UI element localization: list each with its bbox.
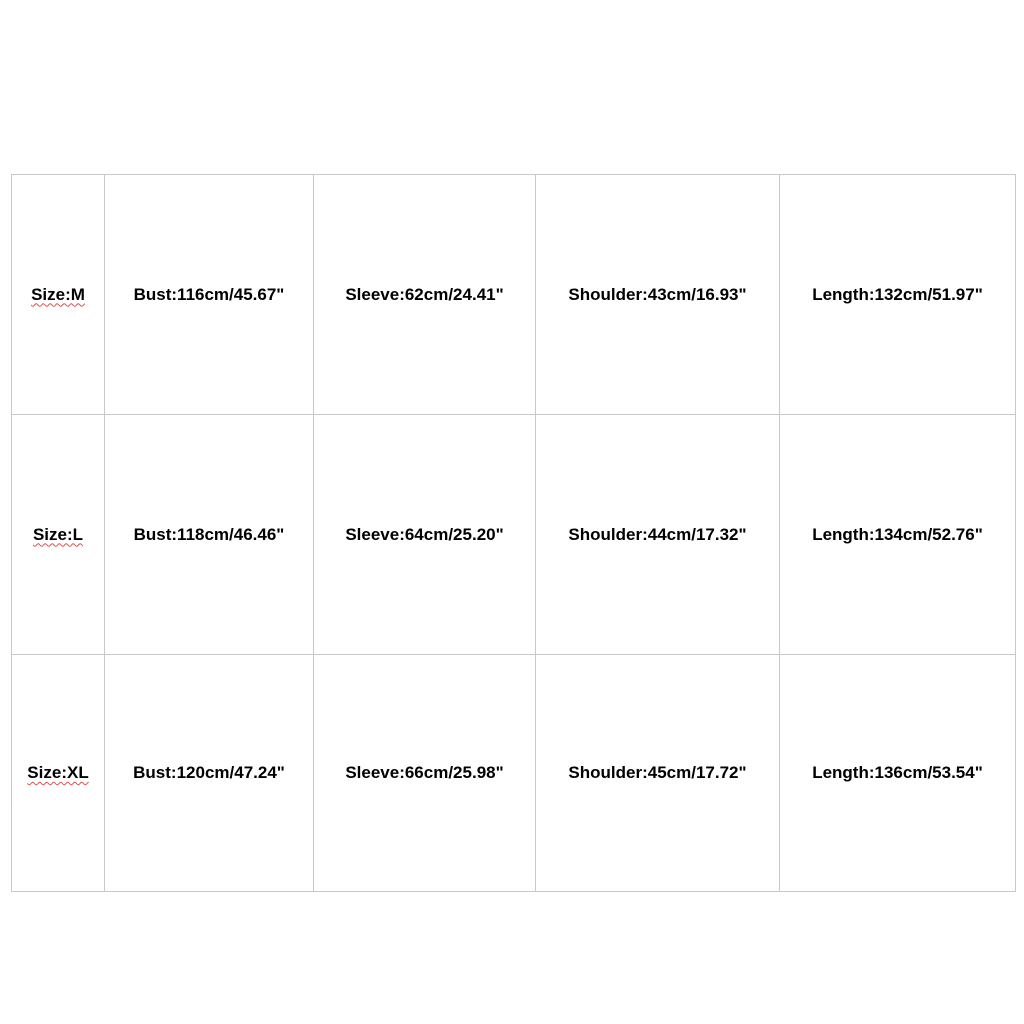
shoulder-cell xyxy=(536,175,780,415)
shoulder-value: Shoulder:44cm/17.32" xyxy=(568,524,747,544)
sleeve-value: Sleeve:62cm/24.41" xyxy=(345,284,504,304)
size-chart-table xyxy=(11,174,1016,892)
shoulder-cell xyxy=(536,655,780,892)
length-value: Length:134cm/52.76" xyxy=(812,524,983,544)
length-cell xyxy=(780,655,1016,892)
bust-cell xyxy=(105,175,314,415)
length-cell xyxy=(780,415,1016,655)
size-cell xyxy=(12,415,105,655)
bust-value: Bust:116cm/45.67" xyxy=(133,284,285,304)
bust-cell xyxy=(105,655,314,892)
table-row xyxy=(12,175,1016,415)
length-value: Length:132cm/51.97" xyxy=(812,284,983,304)
shoulder-value: Shoulder:43cm/16.93" xyxy=(568,284,747,304)
sleeve-cell xyxy=(314,655,536,892)
table-row xyxy=(12,415,1016,655)
size-label: Size:L xyxy=(32,524,84,544)
sleeve-value: Sleeve:64cm/25.20" xyxy=(345,524,504,544)
length-cell xyxy=(780,175,1016,415)
size-cell xyxy=(12,655,105,892)
length-value: Length:136cm/53.54" xyxy=(812,763,983,782)
bust-cell xyxy=(105,415,314,655)
shoulder-cell xyxy=(536,415,780,655)
sleeve-cell xyxy=(314,415,536,655)
size-cell xyxy=(12,175,105,415)
bust-value: Bust:120cm/47.24" xyxy=(133,763,285,782)
size-label: Size:XL xyxy=(27,763,89,782)
size-label: Size:M xyxy=(31,284,85,304)
shoulder-value: Shoulder:45cm/17.72" xyxy=(568,763,747,782)
sleeve-value: Sleeve:66cm/25.98" xyxy=(345,763,504,782)
table-row xyxy=(12,655,1016,892)
sleeve-cell xyxy=(314,175,536,415)
bust-value: Bust:118cm/46.46" xyxy=(133,524,285,544)
